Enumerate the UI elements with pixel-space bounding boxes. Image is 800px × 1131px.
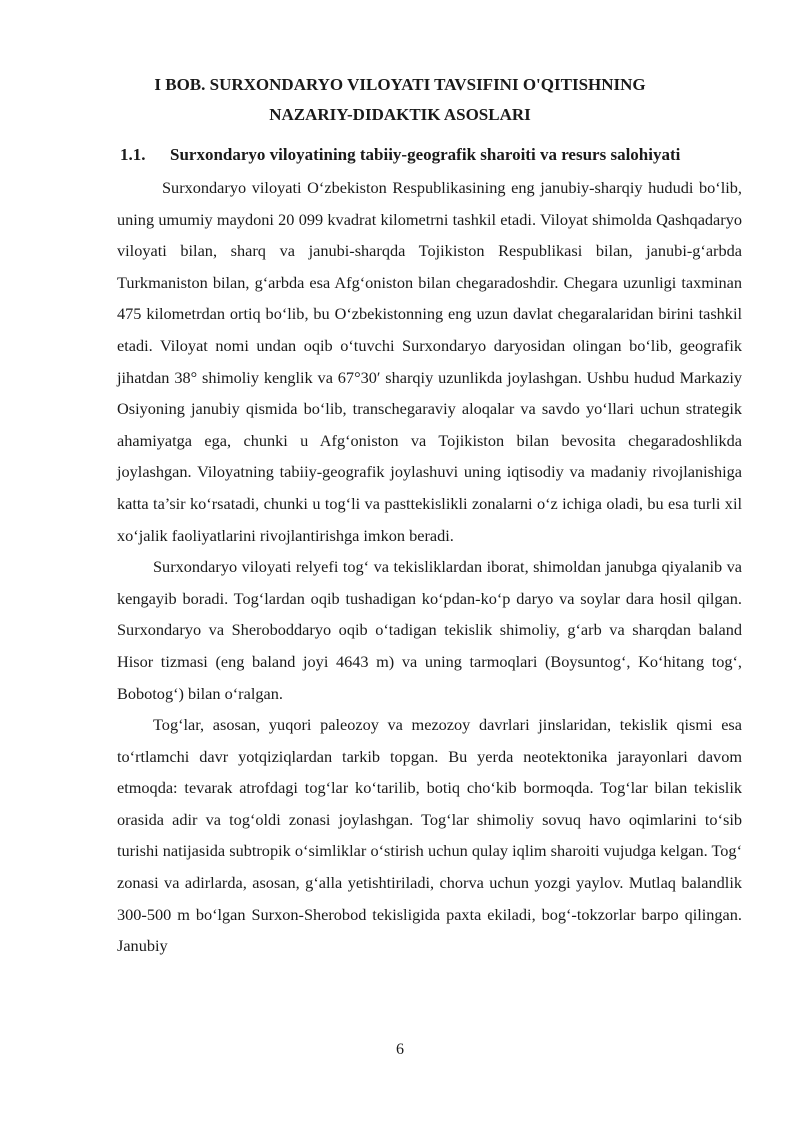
- chapter-title: [110, 70, 690, 130]
- paragraph-2: Surxondaryo viloyati relyefi tog‘ va tekisliklardan iborat, shimoldan janubga qiyalanib va kengayib boradi. Tog‘lardan oqib tushadigan ko‘pdan-ko‘p daryo va soylar dara hosil qilgan. Surxondaryo va Sheroboddaryo oqib o‘tadigan tekislik shimoliy, g‘arb va sharqdan baland Hisor tizmasi (eng baland joyi 4643 m) va uning tarmoqlari (Boysuntog‘, Ko‘hitang tog‘, Bobotog‘) bilan o‘ralgan.: [117, 557, 742, 703]
- body-text: [117, 172, 742, 962]
- chapter-title-line-2: NAZARIY-DIDAKTIK ASOSLARI: [269, 105, 531, 124]
- paragraph-1: Surxondaryo viloyati O‘zbekiston Respublikasining eng janubiy-sharqiy hududi bo‘lib, uning umumiy maydoni 20 099 kvadrat kilometrni tashkil etadi. Viloyat shimolda Qashqadaryo viloyati bilan, sharq va janubi-sharqda Tojikiston Respublikasi bilan, janubi-g‘arbda Turkmaniston bilan, g‘arbda esa Afg‘oniston bilan chegaradoshdir. Chegara uzunligi taxminan 475 kilometrdan ortiq bo‘lib, bu O‘zbekistonning eng uzun davlat chegaralaridan birini tashkil etadi. Viloyat nomi undan oqib o‘tuvchi Surxondaryo daryosidan olingan bo‘lib, geografik jihatdan 38° shimoliy kenglik va 67°30′ sharqiy uzunlikda joylashgan. Ushbu hudud Markaziy Osiyoning janubiy qismida bo‘lib, transchegaraviy aloqalar va savdo yo‘llari uchun strategik ahamiyatga ega, chunki u Afg‘oniston va Tojikiston bilan bevosita chegaradoshlikda joylashgan. Viloyatning tabiiy-geografik joylashuvi uning iqtisodiy va madaniy rivojlanishiga katta ta’sir ko‘rsatadi, chunki u tog‘li va pasttekislikli zonalarni o‘z ichiga oladi, bu esa turli xil xo‘jalik faoliyatlarini rivojlantirishga imkon beradi.: [117, 178, 742, 545]
- section-number: 1.1.: [120, 145, 146, 164]
- section-title: Surxondaryo viloyatining tabiiy-geografik sharoiti va resurs salohiyati: [170, 145, 681, 164]
- page-number: 6: [396, 1041, 404, 1058]
- paragraph-3: Tog‘lar, asosan, yuqori paleozoy va mezozoy davrlari jinslaridan, tekislik qismi esa to‘rtlamchi davr yotqiziqlardan tarkib topgan. Bu yerda neotektonika jarayonlari davom etmoqda: tevarak atrofdagi tog‘lar ko‘tarilib, botiq cho‘kib bormoqda. Tog‘lar bilan tekislik orasida adir va tog‘oldi zonasi joylashgan. Tog‘lar shimoliy sovuq havo oqimlarini to‘sib turishi natijasida subtropik o‘simliklar o‘stirish uchun qulay iqlim sharoiti vujudga kelgan. Tog‘ zonasi va adirlarda, asosan, g‘alla yetishtiriladi, chorva uchun yozgi yaylov. Mutlaq balandlik 300-500 m bo‘lgan Surxon-Sherobod tekisligida paxta ekiladi, bog‘-tokzorlar barpo qilingan. Janubiy: [117, 715, 742, 956]
- section-heading: [120, 140, 750, 170]
- chapter-title-line-1: I BOB. SURXONDARYO VILOYATI TAVSIFINI O'QITISHNING: [154, 75, 646, 94]
